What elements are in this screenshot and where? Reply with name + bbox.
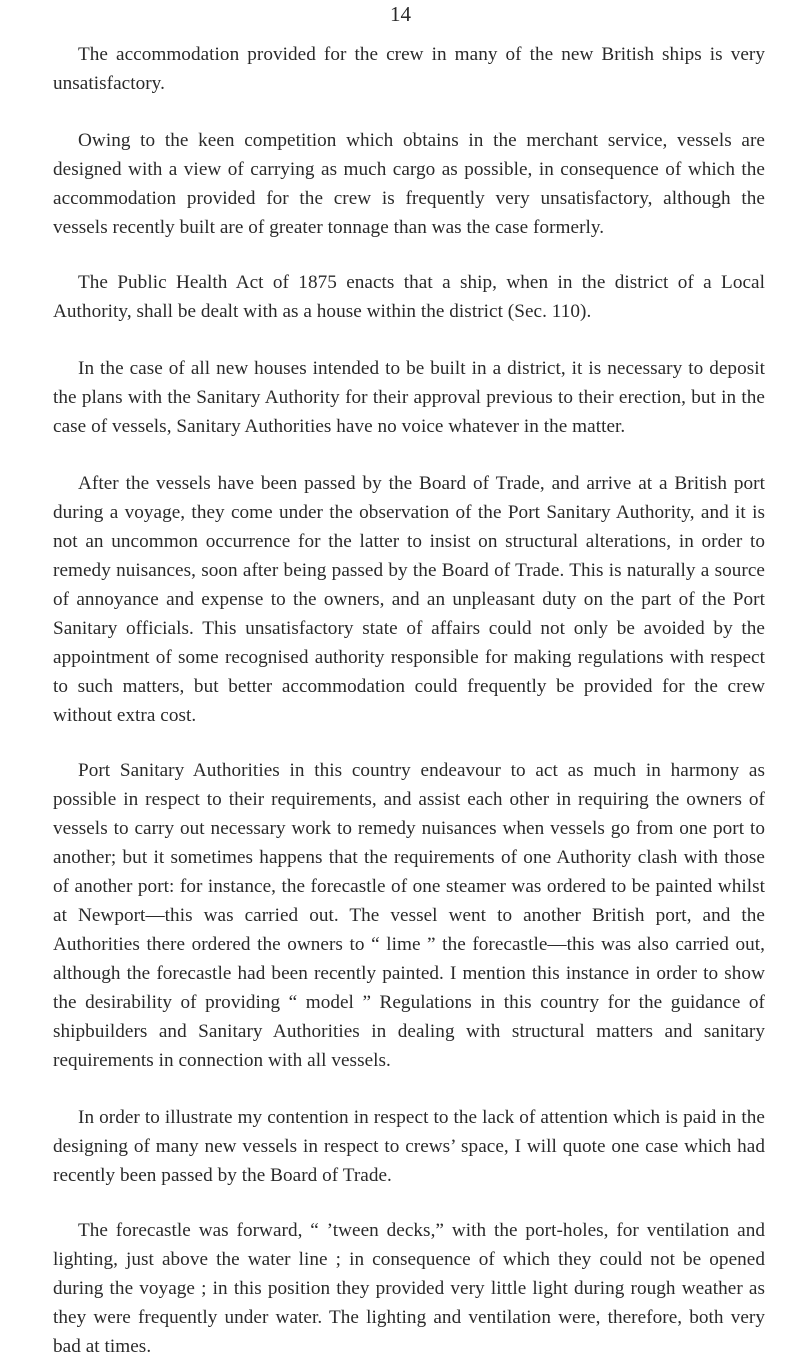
paragraph-new-houses: In the case of all new houses intended to be built in a district, it is necessary to deposit the plans with the Sanitary Authority for their approval previous to their erection, but in the case of vessels, Sanitary Authorities have no voice whatever in the matter.: [53, 358, 765, 437]
paragraph-public-health-act: The Public Health Act of 1875 enacts that a ship, when in the district of a Local Authority, shall be dealt with as a house within the district (Sec. 110).: [53, 272, 765, 322]
page-number: 14: [390, 2, 411, 26]
paragraph-crew-accommodation: The accommodation provided for the crew in many of the new British ships is very unsatisfactory.: [53, 44, 765, 94]
paragraph-board-of-trade: After the vessels have been passed by the Board of Trade, and arrive at a British port during a voyage, they come under the observation of the Port Sanitary Authority, and it is not an uncommon occurrence for the latter to insist on structural alterations, in order to remedy nuisances, soon after being passed by the Board of Trade. This is naturally a source of annoyance and expense to the owners, and an unpleasant duty on the part of the Port Sanitary officials. This unsatisfactory state of affairs could not only be avoided by the appointment of some recognised authority responsible for making regulations with respect to such matters, but better accommodation could frequently be provided for the crew without extra cost.: [53, 473, 765, 726]
paragraph-competition: Owing to the keen competition which obtains in the merchant service, vessels are designed with a view of carrying as much cargo as possible, in consequence of which the accommodation provided for the crew is frequently very unsatisfactory, although the vessels recently built are of greater tonnage than was the case formerly.: [53, 130, 765, 238]
paragraph-forecastle: The forecastle was forward, “ ’tween decks,” with the port-holes, for ventilation and lighting, just above the water line ; in consequence of which they could not be opened during the voyage ; in this position they provided very little light during rough weather as they were frequently under water. The lighting and ventilation were, therefore, both very bad at times.: [53, 1220, 765, 1357]
body-text: [53, 40, 765, 1361]
paragraph-port-sanitary-authorities: Port Sanitary Authorities in this country endeavour to act as much in harmony as possible in respect to their requirements, and assist each other in requiring the owners of vessels to carry out necessary work to remedy nuisances when vessels go from one port to another; but it sometimes happens that the requirements of one Authority clash with those of another port: for instance, the forecastle of one steamer was ordered to be painted whilst at Newport—this was carried out. The vessel went to another British port, and the Authorities there ordered the owners to “ lime ” the forecastle—this was also carried out, although the forecastle had been recently painted. I mention this instance in order to show the desirability of providing “ model ” Regulations in this country for the guidance of shipbuilders and Sanitary Authorities in dealing with structural matters and sanitary requirements in connection with all vessels.: [53, 760, 765, 1071]
paragraph-illustration: In order to illustrate my contention in respect to the lack of attention which is paid in the designing of many new vessels in respect to crews’ space, I will quote one case which had recently been passed by the Board of Trade.: [53, 1107, 765, 1186]
